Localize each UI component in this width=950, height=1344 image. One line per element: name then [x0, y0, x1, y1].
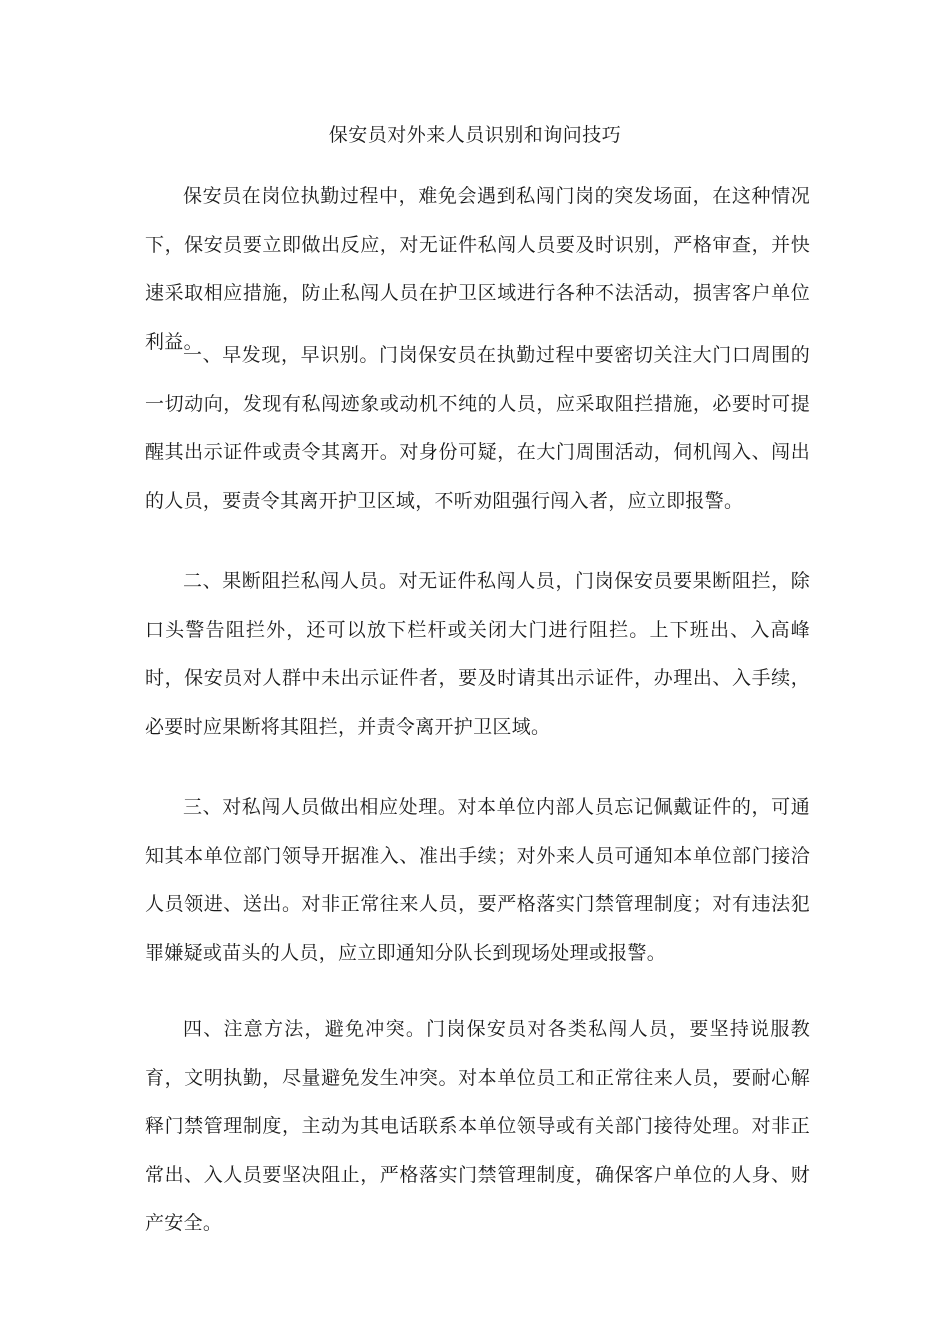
- paragraph-section-3: 三、对私闯人员做出相应处理。对本单位内部人员忘记佩戴证件的，可通知其本单位部门领导开据准入、准出手续；对外来人员可通知本单位部门接洽人员领进、送出。对非正常往来人员，要严格落实门禁管理制度；对有违法犯罪嫌疑或苗头的人员，应立即通知分队长到现场处理或报警。: [145, 796, 810, 964]
- paragraph-section-4: 四、注意方法，避免冲突。门岗保安员对各类私闯人员，要坚持说服教育，文明执勤，尽量避免发生冲突。对本单位员工和正常往来人员，要耐心解释门禁管理制度，主动为其电话联系本单位领导或有关部门接待处理。对非正常出、入人员要坚决阻止，严格落实门禁管理制度，确保客户单位的人身、财产安全。: [145, 1018, 810, 1234]
- paragraph-section-1: 一、早发现，早识别。门岗保安员在执勤过程中要密切关注大门口周围的一切动向，发现有私闯迹象或动机不纯的人员，应采取阻拦措施，必要时可提醒其出示证件或责令其离开。对身份可疑，在大门周围活动，伺机闯入、闯出的人员，要责令其离开护卫区域，不听劝阻强行闯入者，应立即报警。: [145, 344, 810, 512]
- paragraph-intro: 保安员在岗位执勤过程中，难免会遇到私闯门岗的突发场面，在这种情况下，保安员要立即做出反应，对无证件私闯人员要及时识别，严格审查，并快速采取相应措施，防止私闯人员在护卫区域进行各种不法活动，损害客户单位利益。: [145, 185, 810, 353]
- paragraph-section-2: 二、果断阻拦私闯人员。对无证件私闯人员，门岗保安员要果断阻拦，除口头警告阻拦外，还可以放下栏杆或关闭大门进行阻拦。上下班出、入高峰时，保安员对人群中未出示证件者，要及时请其出示证件，办理出、入手续，必要时应果断将其阻拦，并责令离开护卫区域。: [145, 570, 810, 738]
- document-title: 保安员对外来人员识别和询问技巧: [328, 124, 622, 146]
